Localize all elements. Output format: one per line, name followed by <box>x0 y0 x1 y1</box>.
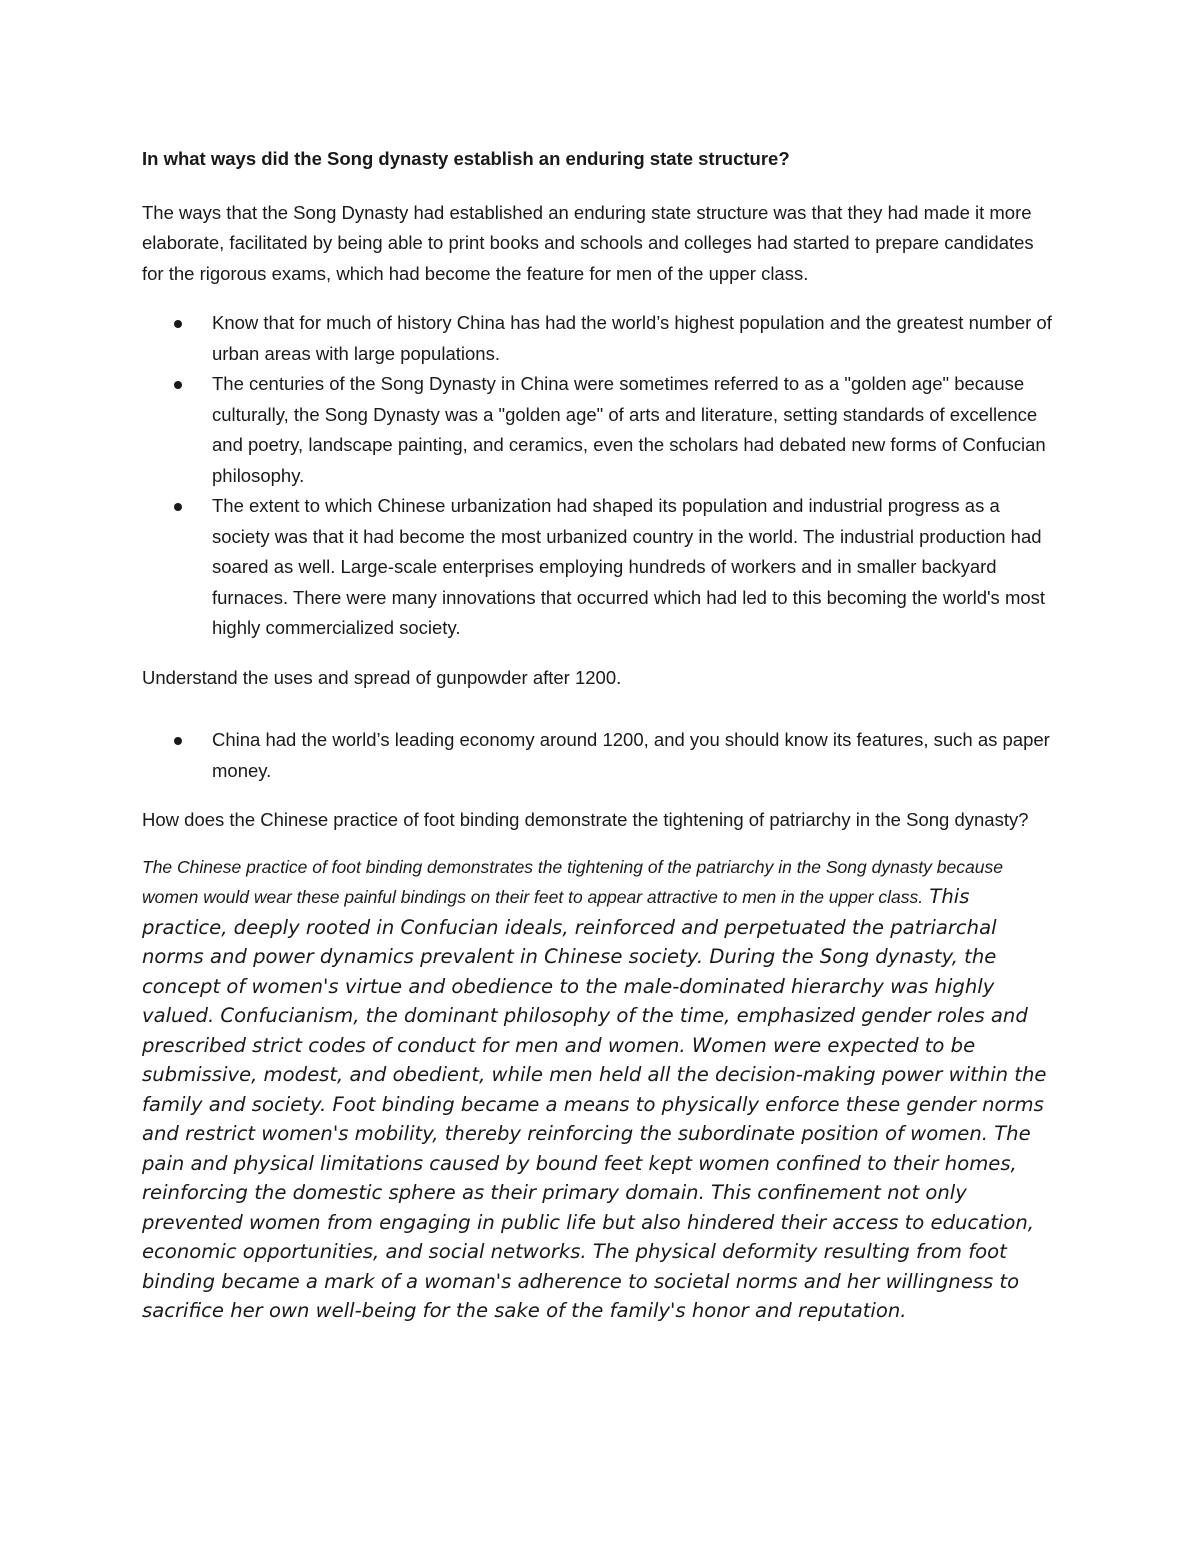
foot-binding-answer <box>142 852 1057 1326</box>
list-item-text: Know that for much of history China has had the world’s highest population and the greatest number of urban areas with large populations. <box>212 312 1052 364</box>
bullet-icon <box>174 737 182 745</box>
bullet-icon <box>174 503 182 511</box>
bullet-list <box>142 725 1057 786</box>
understand-paragraph: Understand the uses and spread of gunpowder after 1200. <box>142 666 622 688</box>
answer-intro-text: The Chinese practice of foot binding demonstrates the tightening of the patriarchy in the Song dynasty because women would wear these painful bindings on their feet to appear attractive to men in the upper class. <box>142 856 1003 907</box>
bullet-icon <box>174 381 182 389</box>
document-body <box>142 144 1057 1345</box>
bullet-list <box>142 308 1057 644</box>
question-paragraph: How does the Chinese practice of foot binding demonstrate the tightening of patriarchy in the Song dynasty? <box>142 809 1029 830</box>
answer-paragraph: The ways that the Song Dynasty had established an enduring state structure was that they had made it more elaborate, facilitated by being able to print books and schools and colleges had started to prepare candidates for the rigorous exams, which had become the feature for men of the upper class. <box>142 201 1034 284</box>
list-item <box>142 369 1057 491</box>
answer-body-text: This practice, deeply rooted in Confucian ideals, reinforced and perpetuated the patriarchal norms and power dynamics prevalent in Chinese society. During the Song dynasty, the concept of women's virtue and obedience to the male-dominated hierarchy was highly valued. Confucianism, the dominant philosophy of the time, emphasized gender roles and prescribed strict codes of conduct for men and women. Women were expected to be submissive, modest, and obedient, while men held all the decision-making power within the family and society. Foot binding became a means to physically enforce these gender norms and restrict women's mobility, thereby reinforcing the subordinate position of women. The pain and physical limitations caused by bound feet kept women confined to their homes, reinforcing the domestic sphere as their primary domain. This confinement not only prevented women from engaging in public life but also hindered their access to education, economic opportunities, and social networks. The physical deformity resulting from foot binding became a mark of a woman's adherence to societal norms and her willingness to sacrifice her own well-being for the sake of the family's honor and reputation. <box>142 885 1047 1322</box>
list-item <box>142 491 1057 644</box>
list-item-text: The extent to which Chinese urbanization had shaped its population and industrial progress as a society was that it had become the most urbanized country in the world. The industrial production had soared as well. Large-scale enterprises employing hundreds of workers and in smaller backyard furnaces. There were many innovations that occurred which had led to this becoming the world's most highly commercialized society. <box>212 495 1046 638</box>
list-item-text: The centuries of the Song Dynasty in China were sometimes referred to as a "golden age" because culturally, the Song Dynasty was a "golden age" of arts and literature, setting standards of excellence and poetry, landscape painting, and ceramics, even the scholars had debated new forms of Confucian philosophy. <box>212 373 1046 486</box>
question-heading: In what ways did the Song dynasty establish an enduring state structure? <box>142 148 790 169</box>
list-item-text: China had the world’s leading economy around 1200, and you should know its features, such as paper money. <box>212 729 1050 781</box>
bullet-icon <box>174 320 182 328</box>
list-item <box>142 308 1057 369</box>
list-item <box>142 725 1057 786</box>
